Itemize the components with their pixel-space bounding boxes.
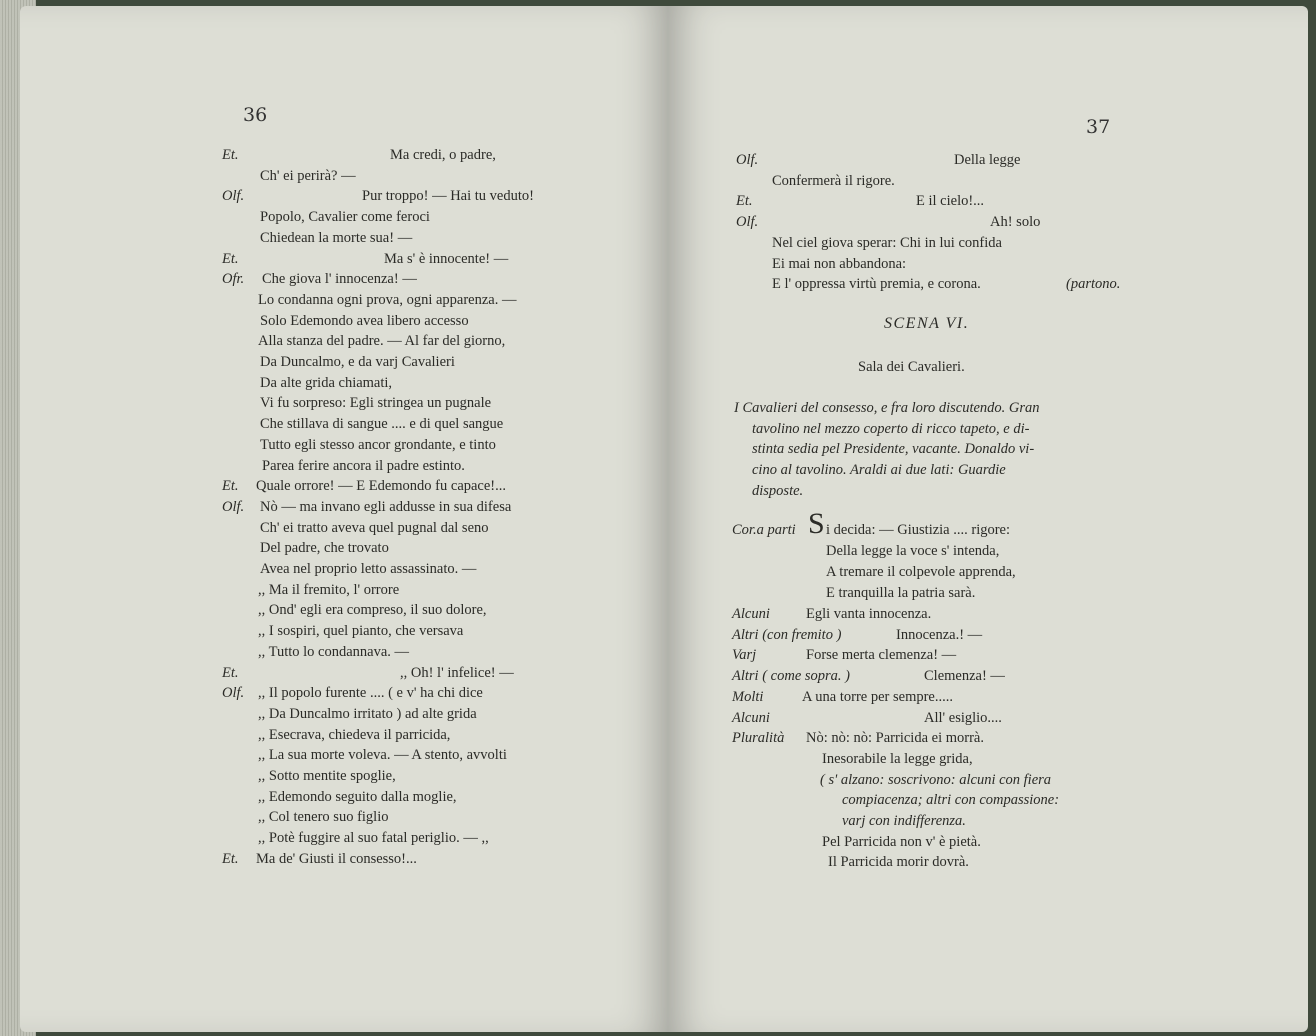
stage-direction-line: ( s' alzano: soscrivono: alcuni con fiera	[820, 771, 1052, 788]
verse-line: Nò: nò: nò: Parricida ei morrà.	[806, 730, 984, 747]
verse-line: Innocenza.! —	[896, 626, 983, 643]
speaker-label: Et.	[222, 664, 239, 681]
verse-line: E l' oppressa virtù premia, e corona.	[772, 276, 981, 293]
verse-line: Da alte grida chiamati,	[260, 374, 393, 391]
verse-line: Quale orrore! — E Edemondo fu capace!...	[256, 478, 507, 495]
verse-line: ,, Col tenero suo figlio	[258, 809, 389, 826]
verse-line: Tutto egli stesso ancor grondante, e tinto	[260, 436, 496, 453]
speaker-label: Alcuni	[732, 709, 770, 726]
stage-direction-line: I Cavalieri del consesso, e fra loro discutendo. Gran	[734, 400, 1040, 416]
drop-cap: S	[808, 507, 825, 540]
right-page-number: 37	[1086, 116, 1111, 138]
verse-line: E tranquilla la patria sarà.	[826, 585, 976, 601]
stage-direction-line: varj con indifferenza.	[842, 813, 966, 829]
verse-line: Pel Parricida non v' è pietà.	[822, 833, 981, 850]
speaker-label: Olf.	[222, 685, 245, 702]
verse-line: Clemenza! —	[924, 668, 1005, 685]
verse-line: ,, Il popolo furente .... ( e v' ha chi dice	[258, 685, 483, 702]
verse-line: Pur troppo! — Hai tu veduto!	[362, 188, 534, 205]
speaker-label: Alcuni	[732, 606, 770, 622]
verse-line: Vi fu sorpreso: Egli stringea un pugnale	[260, 395, 492, 412]
verse-line: ,, Sotto mentite spoglie,	[258, 768, 396, 784]
stage-direction: (partono.	[1066, 276, 1121, 293]
verse-line: Ma de' Giusti il consesso!...	[256, 850, 417, 867]
verse-line: Chiedean la morte sua! —	[260, 229, 413, 246]
stage-direction-line: cino al tavolino. Araldi ai due lati: Guardie	[752, 462, 1006, 479]
verse-line: Ma s' è innocente! —	[384, 250, 509, 267]
verse-line: Da Duncalmo, e da varj Cavalieri	[260, 354, 455, 370]
speaker-label: Et.	[222, 250, 239, 267]
verse-line: ,, Tutto lo condannava. —	[258, 643, 410, 660]
verse-line: Ch' ei tratto aveva quel pugnal dal seno	[260, 519, 489, 536]
verse-line: ,, Da Duncalmo irritato ) ad alte grida	[258, 705, 477, 722]
verse-line: Egli vanta innocenza.	[806, 606, 932, 622]
speaker-label: Et.	[222, 478, 239, 495]
verse-line: ,, La sua morte voleva. — A stento, avvolti	[258, 747, 507, 764]
verse-line: Parea ferire ancora il padre estinto.	[262, 457, 465, 474]
verse-line: Alla stanza del padre. — Al far del giorno,	[258, 333, 506, 350]
verse-line: ,, Edemondo seguito dalla moglie,	[258, 788, 457, 805]
speaker-label: Et.	[736, 193, 753, 210]
speaker-label: Cor.a parti	[732, 522, 796, 538]
verse-line: Il Parricida morir dovrà.	[828, 854, 969, 871]
verse-line: Ch' ei perirà? —	[260, 167, 356, 184]
speaker-label: Olf.	[736, 214, 759, 231]
verse-line: Della legge	[954, 152, 1021, 168]
verse-line: ,, Esecrava, chiedeva il parricida,	[258, 726, 451, 743]
speaker-label: Olf.	[736, 152, 759, 168]
verse-line: Nò — ma invano egli addusse in sua difesa	[260, 498, 512, 515]
verse-line: Avea nel proprio letto assassinato. —	[260, 561, 477, 577]
verse-line: Inesorabile la legge grida,	[822, 750, 973, 767]
speaker-label: Et.	[222, 147, 239, 163]
verse-line: Popolo, Cavalier come feroci	[260, 209, 430, 226]
stage-direction-line: compiacenza; altri con compassione:	[842, 792, 1060, 809]
verse-line: Della legge la voce s' intenda,	[826, 543, 1000, 559]
verse-line: ,, Ond' egli era compreso, il suo dolore,	[258, 602, 487, 619]
verse-line: ,, Potè fuggire al suo fatal periglio. — ,,	[258, 830, 489, 847]
verse-line: Ah! solo	[990, 214, 1041, 231]
verse-line: ,, Oh! l' infelice! —	[400, 664, 514, 681]
verse-line: ,, Ma il fremito, l' orrore	[258, 581, 400, 598]
speaker-label: Altri (con fremito )	[732, 626, 842, 643]
verse-line: Solo Edemondo avea libero accesso	[260, 312, 469, 329]
verse-line: E il cielo!...	[916, 193, 985, 210]
verse-line: i decida: — Giustizia .... rigore:	[826, 522, 1011, 538]
speaker-label: Et.	[222, 850, 239, 867]
verse-line: Che stillava di sangue .... e di quel sangue	[260, 416, 504, 433]
verse-line: Ma credi, o padre,	[390, 147, 496, 163]
verse-line: Confermerà il rigore.	[772, 172, 895, 189]
verse-line: Che giova l' innocenza! —	[262, 271, 417, 288]
verse-line: Forse merta clemenza! —	[806, 647, 957, 664]
verse-line: Lo condanna ogni prova, ogni apparenza. —	[258, 291, 517, 308]
verse-line: Nel ciel giova sperar: Chi in lui confida	[772, 234, 1002, 251]
speaker-label: Altri ( come sopra. )	[732, 668, 850, 685]
left-page-number: 36	[243, 104, 268, 126]
verse-line: Del padre, che trovato	[260, 540, 389, 557]
verse-line: All' esiglio....	[924, 709, 1002, 726]
verse-line: ,, I sospiri, quel pianto, che versava	[258, 623, 464, 640]
stage-direction-line: tavolino nel mezzo coperto di ricco tapeto, e di-	[752, 420, 1030, 437]
stage-direction-line: stinta sedia pel Presidente, vacante. Donaldo vi-	[752, 441, 1035, 458]
speaker-label: Pluralità	[732, 730, 785, 747]
stage-direction-line: disposte.	[752, 482, 804, 499]
speaker-label: Olf.	[222, 188, 245, 205]
speaker-label: Molti	[732, 688, 764, 705]
verse-line: A tremare il colpevole apprenda,	[826, 564, 1016, 580]
scene-title: SCENA VI.	[884, 315, 970, 332]
verse-line: A una torre per sempre.....	[802, 688, 953, 705]
speaker-label: Ofr.	[222, 271, 245, 288]
scene-setting: Sala dei Cavalieri.	[858, 359, 965, 375]
verse-line: Ei mai non abbandona:	[772, 255, 907, 272]
speaker-label: Varj	[732, 647, 757, 664]
speaker-label: Olf.	[222, 498, 245, 515]
